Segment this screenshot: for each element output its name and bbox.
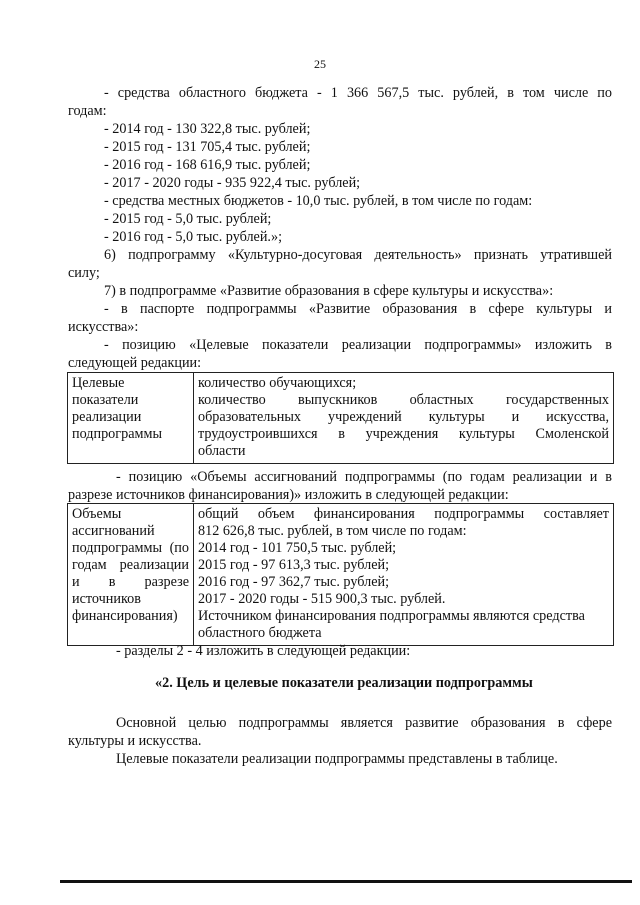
text-line: - 2017 - 2020 годы - 935 922,4 тыс. рублей;: [104, 175, 361, 191]
table-value-cell: общий объем финансирования подпрограммы составляет 812 626,8 тыс. рублей, в том числе по годам: 2014 год - 101 750,5 тыс. рублей; 2015 год - 97 613,3 тыс. рублей; 2016 год - 97 362,7 тыс. рублей; 2017 - 2020 годы - 515 900,3 тыс. рублей. Источником финансирования подпрограммы являются средства областного бюджета: [194, 504, 614, 646]
text-line: - 2015 год - 131 705,4 тыс. рублей;: [104, 139, 311, 155]
page-number: 25: [314, 57, 326, 71]
text-line: - 2014 год - 130 322,8 тыс. рублей;: [104, 121, 311, 137]
text-line: Целевые показатели реализации подпрограммы представлены в таблице.: [116, 751, 558, 767]
text-line: - разделы 2 - 4 изложить в следующей редакции:: [116, 643, 411, 659]
text-line: 6) подпрограмму «Культурно-досуговая деятельность» признать утратившей: [104, 247, 612, 263]
section-heading: «2. Цель и целевые показатели реализации подпрограммы: [155, 675, 533, 691]
text-line: следующей редакции:: [68, 355, 202, 371]
text-line: - средства областного бюджета - 1 366 567,5 тыс. рублей, в том числе по: [104, 85, 612, 101]
text-line: разрезе источников финансирования)» изложить в следующей редакции:: [68, 487, 509, 503]
text-line: - в паспорте подпрограммы «Развитие образования в сфере культуры и: [104, 301, 612, 317]
text-line: годам:: [68, 103, 107, 119]
text-line: искусства»:: [68, 319, 139, 335]
text-line: - позицию «Объемы ассигнований подпрограммы (по годам реализации и в: [116, 469, 612, 485]
bottom-rule: [60, 880, 632, 883]
table-label-cell: Объемы ассигнований подпрограммы (по годам реализации и в разрезе источников финансирования): [68, 504, 194, 646]
funding-table: [67, 503, 614, 646]
text-line: - позицию «Целевые показатели реализации подпрограммы» изложить в: [104, 337, 612, 353]
text-line: - 2016 год - 168 616,9 тыс. рублей;: [104, 157, 311, 173]
text-line: силу;: [68, 265, 100, 281]
text-line: культуры и искусства.: [68, 733, 202, 749]
text-line: - средства местных бюджетов - 10,0 тыс. рублей, в том числе по годам:: [104, 193, 533, 209]
table-label-cell: Целевые показатели реализации подпрограммы: [68, 373, 194, 464]
text-line: - 2015 год - 5,0 тыс. рублей;: [104, 211, 272, 227]
text-line: - 2016 год - 5,0 тыс. рублей.»;: [104, 229, 283, 245]
target-indicators-table: [67, 372, 614, 464]
table-value-cell: количество обучающихся; количество выпускников областных государственных образовательных учреждений культуры и искусства, трудоустроившихся в учреждения культуры Смоленской области: [194, 373, 614, 464]
text-line: Основной целью подпрограммы является развитие образования в сфере: [116, 715, 612, 731]
text-line: 7) в подпрограмме «Развитие образования в сфере культуры и искусства»:: [104, 283, 554, 299]
